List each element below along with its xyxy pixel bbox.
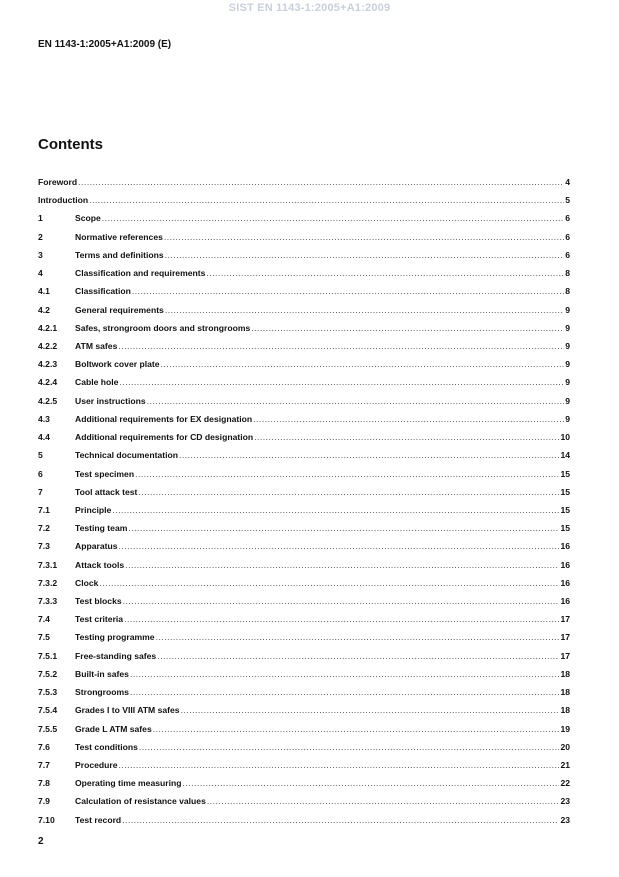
toc-leader-dots: [153, 723, 560, 735]
toc-entry-page: 9: [565, 304, 570, 315]
toc-entry-page: 9: [565, 413, 570, 424]
toc-entry-number: 4.1: [38, 286, 50, 297]
toc-entry[interactable]: [38, 358, 570, 376]
toc-leader-dots: [128, 522, 559, 534]
toc-entry-page: 4: [565, 177, 570, 187]
toc-leader-dots: [157, 650, 559, 662]
toc-entry-number: 7.3.2: [38, 577, 58, 588]
toc-leader-dots: [179, 449, 559, 461]
toc-entry-title: Boltwork cover plate: [75, 359, 160, 370]
toc-leader-dots: [165, 249, 565, 261]
toc-entry-page: 15: [560, 504, 570, 515]
toc-entry-title: General requirements: [75, 304, 164, 315]
toc-entry[interactable]: [38, 376, 570, 394]
toc-leader-dots: [164, 231, 564, 243]
toc-leader-dots: [181, 704, 560, 716]
toc-entry-page: 15: [560, 486, 570, 497]
toc-entry[interactable]: [38, 631, 570, 649]
toc-leader-dots: [124, 613, 559, 625]
toc-entry-number: 5: [38, 450, 43, 461]
toc-entry-title: Testing team: [75, 523, 128, 534]
toc-entry-title: Built-in safes: [75, 668, 129, 679]
toc-leader-dots: [125, 559, 559, 571]
toc-entry[interactable]: [38, 468, 570, 486]
toc-leader-dots: [156, 631, 560, 643]
toc-entry[interactable]: [38, 449, 570, 467]
toc-entry-page: 18: [560, 687, 570, 698]
toc-entry-title: Test blocks: [75, 596, 122, 607]
toc-entry-number: 7.2: [38, 523, 50, 534]
toc-entry-page: 16: [560, 577, 570, 588]
toc-entry-page: 23: [560, 796, 570, 807]
toc-entry-page: 8: [565, 268, 570, 279]
toc-entry-page: 19: [560, 723, 570, 734]
toc-leader-dots: [122, 814, 559, 826]
toc-entry[interactable]: [38, 395, 570, 413]
toc-entry[interactable]: [38, 613, 570, 631]
toc-entry-page: 9: [565, 359, 570, 370]
toc-entry[interactable]: [38, 522, 570, 540]
toc-entry-title: Cable hole: [75, 377, 119, 388]
toc-entry-title: Test conditions: [75, 741, 138, 752]
toc-entry[interactable]: [38, 267, 570, 285]
toc-entry-title: Free-standing safes: [75, 650, 157, 661]
toc-entry-title: Additional requirements for CD designation: [75, 432, 254, 443]
toc-entry[interactable]: [38, 304, 570, 322]
toc-entry-number: 4: [38, 268, 43, 279]
toc-entry-page: 9: [565, 322, 570, 333]
toc-entry-page: 17: [560, 614, 570, 625]
toc-entry[interactable]: [38, 340, 570, 358]
toc-entry-number: 3: [38, 249, 43, 260]
toc-leader-dots: [118, 340, 564, 352]
toc-leader-dots: [119, 759, 560, 771]
toc-entry-title: Safes, strongroom doors and strongrooms: [75, 322, 251, 333]
toc-entry-title: Strongrooms: [75, 687, 129, 698]
toc-entry-page: 10: [560, 432, 570, 443]
toc-entry-number: 7.5.4: [38, 705, 58, 716]
toc-leader-dots: [139, 741, 560, 753]
toc-leader-dots: [99, 577, 559, 589]
toc-entry-number: 7.1: [38, 504, 50, 515]
toc-leader-dots: [123, 595, 560, 607]
toc-leader-dots: [112, 504, 559, 516]
toc-entry-title: Terms and definitions: [75, 249, 164, 260]
toc-entry-title: Technical documentation: [75, 450, 178, 461]
toc-entry[interactable]: [38, 723, 570, 741]
toc-entry-page: 6: [565, 231, 570, 242]
toc-entry[interactable]: [38, 668, 570, 686]
toc-entry-title: Test specimen: [75, 468, 135, 479]
contents-heading: Contents: [38, 136, 103, 153]
toc-leader-dots: [130, 686, 559, 698]
toc-entry-number: 6: [38, 468, 43, 479]
toc-leader-dots: [183, 777, 560, 789]
toc-leader-dots: [135, 468, 559, 480]
toc-entry[interactable]: [38, 212, 570, 230]
toc-entry[interactable]: [38, 577, 570, 595]
toc-entry-title: ATM safes: [75, 340, 118, 351]
toc-entry-number: 4.4: [38, 432, 50, 443]
toc-leader-dots: [132, 285, 564, 297]
toc-entry-title: Classification: [75, 286, 131, 297]
toc-entry-number: 7.6: [38, 741, 50, 752]
toc-entry-title: User instructions: [75, 395, 146, 406]
toc-entry-number: 4.2.4: [38, 377, 58, 388]
toc-entry-page: 14: [560, 450, 570, 461]
toc-entry[interactable]: [38, 504, 570, 522]
toc-entry-number: 7.8: [38, 778, 50, 789]
toc-leader-dots: [253, 413, 564, 425]
toc-entry-page: 16: [560, 596, 570, 607]
toc-entry-page: 6: [565, 213, 570, 224]
toc-entry[interactable]: [38, 650, 570, 668]
toc-entry-number: 7.5.1: [38, 650, 58, 661]
toc-entry-title: Procedure: [75, 760, 118, 770]
toc-entry-page: 18: [560, 705, 570, 716]
toc-entry-number: 4.2.3: [38, 359, 58, 370]
toc-entry-number: 7.9: [38, 796, 50, 807]
toc-entry[interactable]: [38, 795, 570, 813]
toc-entry-title: Test record: [75, 814, 122, 825]
toc-entry[interactable]: [38, 814, 570, 832]
toc-entry[interactable]: [38, 686, 570, 704]
toc-entry-title: Grades I to VIII ATM safes: [75, 705, 180, 716]
toc-entry-number: 7.5: [38, 632, 50, 643]
toc-entry-page: 15: [560, 523, 570, 534]
toc-entry-number: 4.3: [38, 413, 50, 424]
toc-entry-page: 15: [560, 468, 570, 479]
toc-leader-dots: [251, 322, 564, 334]
toc-entry-title: Attack tools: [75, 559, 125, 570]
toc-entry-title: Apparatus: [75, 541, 118, 552]
toc-entry-title: Tool attack test: [75, 486, 138, 497]
toc-leader-dots: [102, 212, 564, 224]
toc-entry-number: 4.2.2: [38, 340, 58, 351]
toc-leader-dots: [89, 194, 564, 206]
toc-entry-number: 2: [38, 231, 43, 242]
toc-entry-title: Grade L ATM safes: [75, 723, 152, 734]
toc-entry[interactable]: [38, 413, 570, 431]
toc-entry[interactable]: [38, 777, 570, 795]
toc-entry-number: 7.3.1: [38, 559, 58, 570]
toc-entry-title: Testing programme: [75, 632, 155, 643]
page-number: 2: [38, 836, 44, 847]
toc-entry-title: Scope: [75, 213, 101, 224]
toc-entry-page: 16: [560, 541, 570, 552]
toc-entry-title: Operating time measuring: [75, 778, 182, 789]
toc-entry[interactable]: [38, 559, 570, 577]
toc-entry[interactable]: [38, 431, 570, 449]
toc-leader-dots: [165, 304, 564, 316]
toc-entry-number: 7.10: [38, 814, 55, 825]
watermark: SIST EN 1143-1:2005+A1:2009: [228, 2, 391, 14]
toc-entry-number: 7.5.2: [38, 668, 58, 679]
toc-entry-title: Classification and requirements: [75, 268, 206, 279]
toc-entry[interactable]: [38, 540, 570, 558]
toc-entry-number: 4.2: [38, 304, 50, 315]
toc-entry-number: 1: [38, 213, 43, 224]
toc-entry-number: 4.2.1: [38, 322, 58, 333]
toc-entry-number: 7.5.5: [38, 723, 58, 734]
toc-entry-title: Normative references: [75, 231, 163, 242]
toc-entry-number: 7.3.3: [38, 596, 58, 607]
toc-entry-page: 9: [565, 395, 570, 406]
toc-entry[interactable]: [38, 759, 570, 777]
toc-entry-number: 7.3: [38, 541, 50, 552]
toc-entry-page: 17: [560, 650, 570, 661]
toc-entry-page: 5: [565, 195, 570, 206]
toc-entry[interactable]: [38, 249, 570, 267]
toc-entry-page: 8: [565, 286, 570, 297]
toc-entry-number: 4.2.5: [38, 395, 58, 406]
toc-entry[interactable]: [38, 322, 570, 340]
toc-entry-page: 9: [565, 340, 570, 351]
toc-leader-dots: [130, 668, 559, 680]
toc-entry-page: 23: [560, 814, 570, 825]
toc-entry-page: 18: [560, 668, 570, 679]
toc-entry-page: 22: [560, 778, 570, 789]
toc-entry[interactable]: [38, 741, 570, 759]
toc-entry[interactable]: [38, 486, 570, 504]
toc-leader-dots: [119, 540, 560, 552]
toc-entry-title: Introduction: [38, 195, 89, 206]
toc-leader-dots: [207, 795, 560, 807]
toc-leader-dots: [206, 267, 564, 279]
toc-entry-page: 6: [565, 249, 570, 260]
toc-leader-dots: [138, 486, 559, 498]
toc-entry[interactable]: [38, 231, 570, 249]
toc-entry[interactable]: [38, 285, 570, 303]
toc-entry-number: 7: [38, 486, 43, 497]
toc-entry-page: 17: [560, 632, 570, 643]
table-of-contents: [38, 176, 570, 832]
toc-entry[interactable]: [38, 194, 570, 212]
toc-entry[interactable]: [38, 176, 570, 194]
toc-entry-title: Additional requirements for EX designation: [75, 413, 253, 424]
toc-entry-page: 20: [560, 741, 570, 752]
toc-entry[interactable]: [38, 704, 570, 722]
toc-entry-page: 9: [565, 377, 570, 388]
toc-leader-dots: [78, 176, 564, 188]
toc-entry-page: 21: [560, 760, 570, 770]
toc-leader-dots: [254, 431, 559, 443]
toc-entry-number: 7.5.3: [38, 687, 58, 698]
toc-entry-title: Clock: [75, 577, 99, 588]
toc-leader-dots: [161, 358, 565, 370]
toc-entry-title: Calculation of resistance values: [75, 796, 206, 807]
toc-entry-page: 16: [560, 559, 570, 570]
toc-entry-title: Test criteria: [75, 614, 124, 625]
toc-leader-dots: [147, 395, 565, 407]
toc-entry-number: 7.7: [38, 760, 50, 770]
document-reference: EN 1143-1:2005+A1:2009 (E): [38, 39, 172, 50]
toc-entry[interactable]: [38, 595, 570, 613]
toc-entry-title: Foreword: [38, 177, 78, 187]
toc-entry-title: Principle: [75, 504, 112, 515]
toc-leader-dots: [119, 376, 564, 388]
toc-entry-number: 7.4: [38, 614, 50, 625]
